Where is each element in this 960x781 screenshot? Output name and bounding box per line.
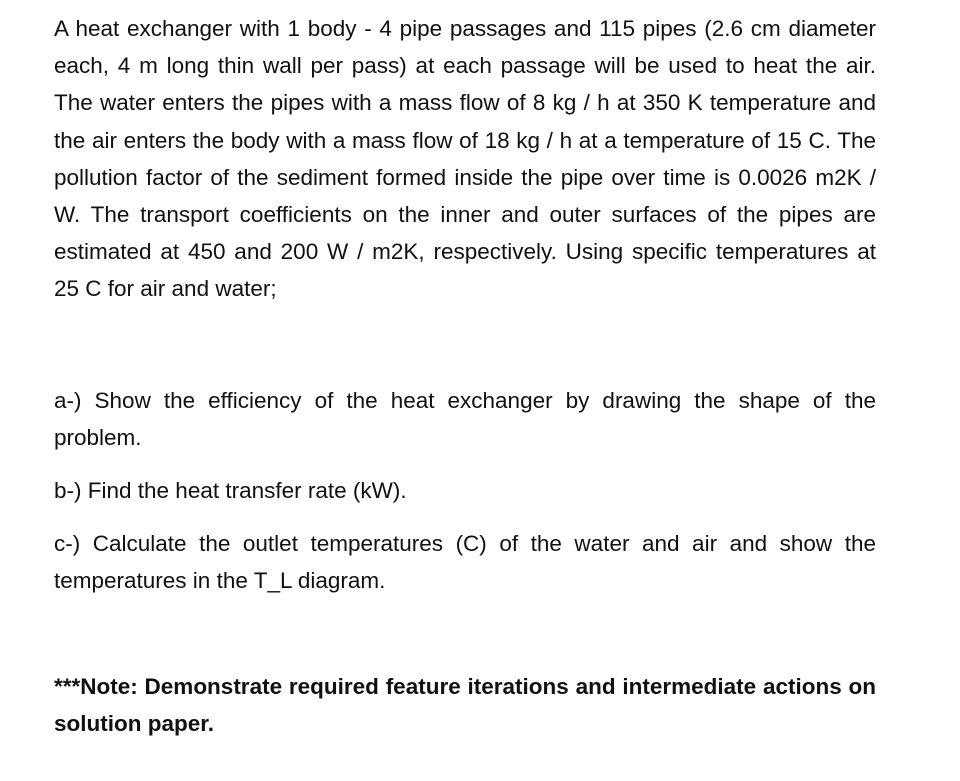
question-c: c-) Calculate the outlet temperatures (C) of the water and air and show the temperatures in the T_L diagram. bbox=[54, 531, 876, 594]
document-page bbox=[54, 10, 876, 742]
question-a: a-) Show the efficiency of the heat exchanger by drawing the shape of the problem. bbox=[54, 387, 876, 450]
problem-statement: A heat exchanger with 1 body - 4 pipe passages and 115 pipes (2.6 cm diameter each, 4 m long thin wall per pass) at each passage will be used to heat the air. The water enters the pipes with a mass flow of 8 kg / h at 350 K temperature and the air enters the body with a mass flow of 18 kg / h at a temperature of 15 C. The pollution factor of the sediment formed inside the pipe over time is 0.0026 m2K / W. The transport coefficients on the inner and outer surfaces of the pipes are estimated at 450 and 200 W / m2K, respectively. Using specific temperatures at 25 C for air and water; bbox=[54, 16, 876, 302]
solution-note: ***Note: Demonstrate required feature iterations and intermediate actions on solution paper. bbox=[54, 673, 876, 736]
question-b: b-) Find the heat transfer rate (kW). bbox=[54, 478, 407, 504]
